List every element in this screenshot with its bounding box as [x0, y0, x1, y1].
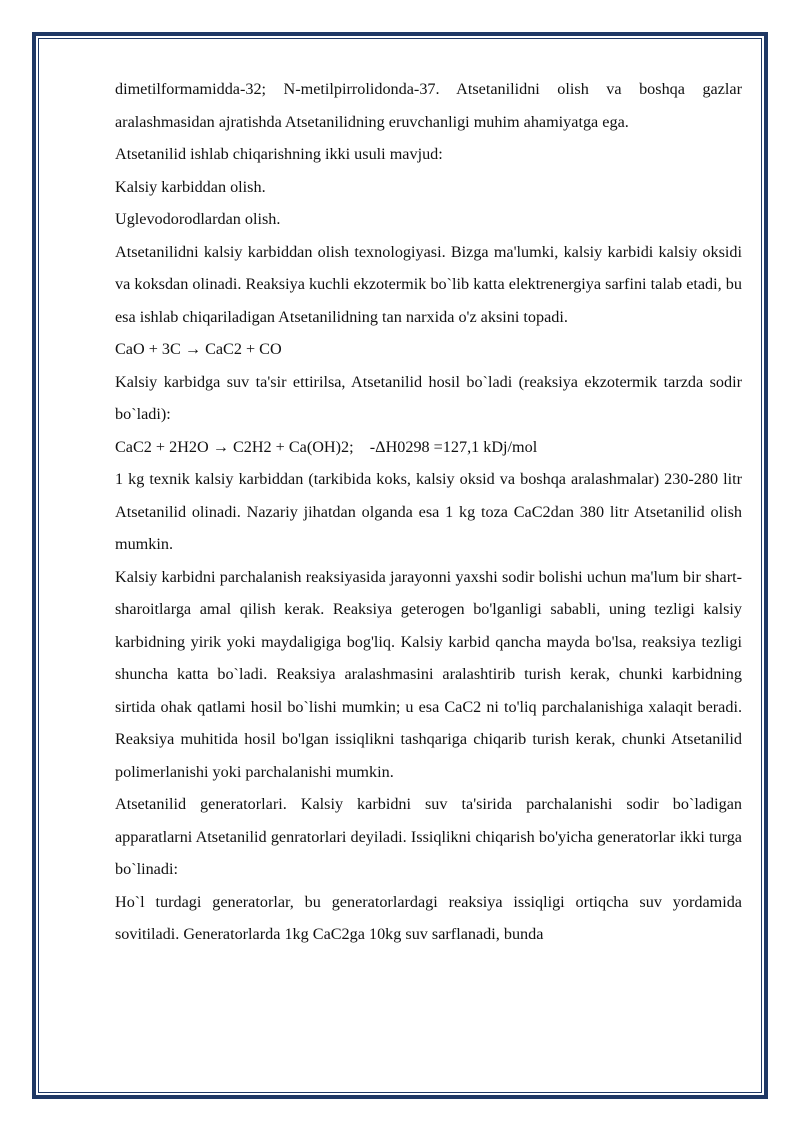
paragraph-wet-generators: Ho`l turdagi generatorlar, bu generatorlardagi reaksiya issiqligi ortiqcha suv yordamida sovitiladi. Generatorlarda 1kg CaC2ga 10kg suv sarflanadi, bunda — [115, 892, 742, 943]
paragraph-reaction-conditions: Kalsiy karbidni parchalanish reaksiyasida jarayonni yaxshi sodir bolishi uchun ma'lum bir shart-sharoitlarga amal qilish kerak. Reaksiya geterogen bo'lganligi sababli, uning tezligi kalsiy karbidning yirik yoki maydaligiga bog'liq. Kalsiy karbid qancha mayda bo'lsa, reaksiya tezligi shuncha katta bo`ladi. Reaksiya aralashmasini aralashtirib turish kerak, chunki karbidning sirtida ohak qatlami hosil bo`lishi mumkin; u esa CaC2 ni to'liq parchalanishiga xalaqit beradi. Reaksiya muhitida hosil bo'lgan issiqlikni tashqariga chiqarib turish kerak, chunki Atsetanilid polimerlanishi yoki parchalanishi mumkin. — [115, 567, 742, 781]
paragraph-water-reaction: Kalsiy karbidga suv ta'sir ettirilsa, Atsetanilid hosil bo`ladi (reaksiya ekzotermik tarzda sodir bo`ladi): — [115, 372, 742, 423]
method-item-hydrocarbons: Uglevodorodlardan olish. — [115, 210, 281, 228]
equation-hydrolysis: CaC2 + 2H2O → C2H2 + Ca(OH)2; -ΔH0298 =127,1 kDj/mol — [115, 437, 538, 456]
method-item-carbide: Kalsiy karbiddan olish. — [115, 177, 266, 196]
paragraph-carbide-technology: Atsetanilidni kalsiy karbiddan olish texnologiyasi. Bizga ma'lumki, kalsiy karbidi kalsiy oksidi va koksdan olinadi. Reaksiya kuchli ekzotermik bo`lib katta elektrenergiya sarfini talab etadi, bu esa ishlab chiqariladigan Atsetanilidning tan narxida o'z aksini topadi. — [115, 242, 742, 326]
paragraph-methods-intro: Atsetanilid ishlab chiqarishning ikki usuli mavjud: — [115, 145, 443, 163]
paragraph-yield: 1 kg texnik kalsiy karbiddan (tarkibida koks, kalsiy oksid va boshqa aralashmalar) 230-280 litr Atsetanilid olinadi. Nazariy jihatdan olganda esa 1 kg toza CaC2dan 380 litr Atsetanilid olish mumkin. — [115, 470, 742, 553]
paragraph-solubility: dimetilformamidda-32; N-metilpirrolidonda-37. Atsetanilidni olish va boshqa gazlar aralashmasidan ajratishda Atsetanilidning eruvchanligi muhim ahamiyatga ega. — [115, 80, 742, 131]
paragraph-generators: Atsetanilid generatorlari. Kalsiy karbidni suv ta'sirida parchalanishi sodir bo`ladigan apparatlarni Atsetanilid genratorlari deyiladi. Issiqlikni chiqarish bo'yicha generatorlar ikki turga bo`linadi: — [115, 795, 742, 878]
document-body — [115, 73, 742, 951]
equation-carbide-formation: CaO + 3C → CaC2 + CO — [115, 340, 282, 358]
